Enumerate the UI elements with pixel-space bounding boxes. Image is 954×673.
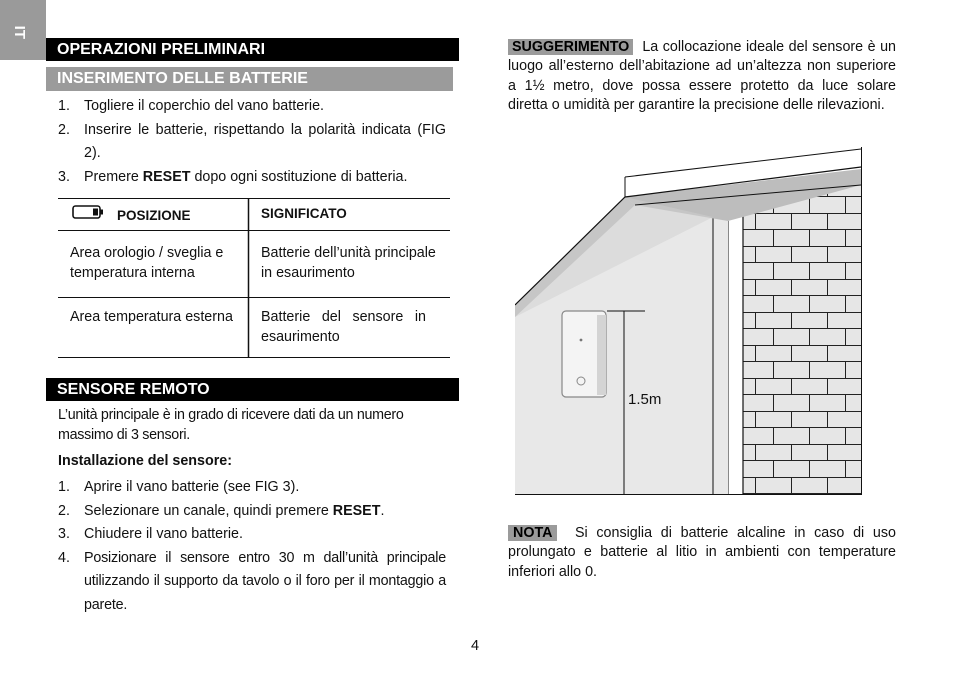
table-cell-meaning: Batterie dell’unità principale in esaurimento <box>261 245 436 281</box>
reset-keyword: RESET <box>142 168 191 185</box>
list-item: 1. Aprire il vano batterie (see FIG 3). <box>58 479 300 495</box>
language-tab-label: IT <box>11 25 29 40</box>
tip-label: SUGGERIMENTO <box>508 39 633 55</box>
install-title: Installazione del sensore: <box>58 453 232 469</box>
table-header-position: POSIZIONE <box>117 208 191 223</box>
battery-steps-list <box>58 95 446 189</box>
height-label: 1.5m <box>628 391 662 408</box>
section-heading-sensore: SENSORE REMOTO <box>46 378 459 401</box>
note-text: Si consiglia di batterie alcaline in caso di uso prolungato e batterie al litio in ambienti con temperature inferiori allo 0. <box>508 525 896 580</box>
list-item: 2. Inserire le batterie, rispettando la polarità indicata (FIG 2). <box>58 121 446 161</box>
install-steps-list <box>58 476 446 617</box>
battery-icon <box>72 205 104 219</box>
table-cell-position: Area orologio / sveglia e temperatura interna <box>70 245 224 281</box>
table-cell-meaning: Batterie del sensore in esaurimento <box>261 309 426 345</box>
list-item: 1. Togliere il coperchio del vano batterie. <box>58 98 325 114</box>
section-subheading-batterie: INSERIMENTO DELLE BATTERIE <box>46 67 453 91</box>
list-item: 4. Posizionare il sensore entro 30 m dall’unità principale utilizzando il supporto da tavolo o il foro per il montaggio a parete. <box>58 549 446 613</box>
table-cell-position: Area temperatura esterna <box>70 309 233 325</box>
sensor-placement-figure <box>515 147 862 495</box>
page-number: 4 <box>471 638 480 654</box>
list-item: 2. Selezionare un canale, quindi premere RESET. <box>58 502 385 519</box>
reset-keyword: RESET <box>332 502 381 519</box>
sensor-intro-text: L’unità principale è in grado di ricevere dati da un numero massimo di 3 sensori. <box>58 407 404 443</box>
tip-text: La collocazione ideale del sensore è un luogo all’esterno dell’abitazione ad un’altezza non superiore a 1½ metro, dove possa essere protetto da luce solare diretta o umidità per garantire la precisione delle rilevazioni. <box>508 39 896 113</box>
list-item: 3. Premere RESET dopo ogni sostituzione di batteria. <box>58 168 408 185</box>
section-heading-preliminari: OPERAZIONI PRELIMINARI <box>46 38 459 61</box>
language-tab <box>0 0 46 60</box>
sensor-device <box>562 311 606 397</box>
list-item: 3. Chiudere il vano batterie. <box>58 526 243 542</box>
table-header-meaning: SIGNIFICATO <box>261 206 347 221</box>
tip-paragraph <box>508 38 896 115</box>
note-label: NOTA <box>508 525 557 541</box>
note-paragraph <box>508 524 896 582</box>
